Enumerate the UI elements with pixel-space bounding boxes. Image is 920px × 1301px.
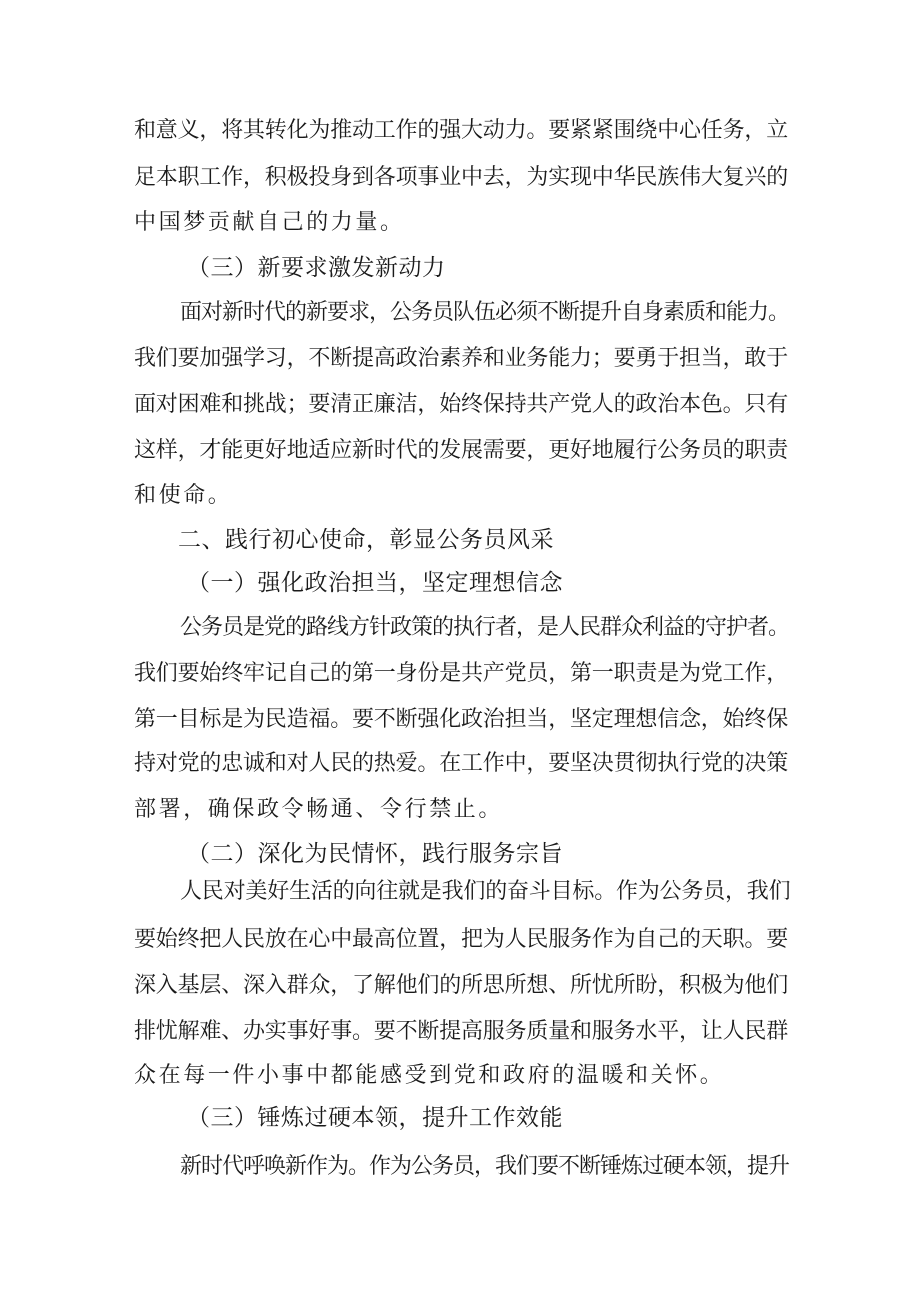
paragraph-line: 要始终把人民放在心中最高位置，把为人民服务作为自己的天职。要 [134, 927, 789, 952]
paragraph-line: 众在每一件小事中都能感受到党和政府的温暖和关怀。 [134, 1063, 725, 1088]
paragraph-line: 排忧解难、办实事好事。要不断提高服务质量和服务水平，让人民群 [134, 1019, 789, 1044]
paragraph-line: 足本职工作，积极投身到各项事业中去，为实现中华民族伟大复兴的 [134, 165, 789, 190]
paragraph-line: 面对新时代的新要求，公务员队伍必须不断提升自身素质和能力。 [180, 300, 790, 325]
paragraph-line: 深入基层、深入群众，了解他们的所思所想、所忧所盼，积极为他们 [134, 973, 789, 998]
paragraph-line: 公务员是党的路线方针政策的执行者，是人民群众利益的守护者。 [180, 615, 790, 640]
paragraph-line: 新时代呼唤新作为。作为公务员，我们要不断锤炼过硬本领，提升 [180, 1154, 790, 1179]
section-heading: 二、践行初心使命，彰显公务员风采 [178, 527, 554, 553]
paragraph-line: 面对困难和挑战；要清正廉洁，始终保持共产党人的政治本色。只有 [134, 392, 789, 417]
subsection-heading: （一）强化政治担当，坚定理想信念 [187, 570, 563, 596]
paragraph-line: 和意义，将其转化为推动工作的强大动力。要紧紧围绕中心任务，立 [134, 118, 789, 143]
paragraph-line: 和使命。 [134, 483, 233, 508]
paragraph-line: 我们要加强学习，不断提高政治素养和业务能力；要勇于担当，敢于 [134, 346, 789, 371]
subsection-heading: （三）新要求激发新动力 [187, 255, 446, 281]
paragraph-line: 部署，确保政令畅通、令行禁止。 [134, 797, 504, 822]
paragraph-line: 我们要始终牢记自己的第一身份是共产党员，第一职责是为党工作， [134, 661, 789, 686]
subsection-heading: （三）锤炼过硬本领，提升工作效能 [187, 1105, 563, 1131]
paragraph-line: 第一目标是为民造福。要不断强化政治担当，坚定理想信念，始终保 [134, 707, 789, 732]
paragraph-line: 持对党的忠诚和对人民的热爱。在工作中，要坚决贯彻执行党的决策 [134, 751, 789, 776]
paragraph-line: 中国梦贡献自己的力量。 [134, 210, 405, 235]
paragraph-line: 人民对美好生活的向往就是我们的奋斗目标。作为公务员，我们 [180, 879, 791, 904]
subsection-heading: （二）深化为民情怀，践行服务宗旨 [187, 841, 563, 867]
paragraph-line: 这样，才能更好地适应新时代的发展需要，更好地履行公务员的职责 [134, 438, 789, 463]
